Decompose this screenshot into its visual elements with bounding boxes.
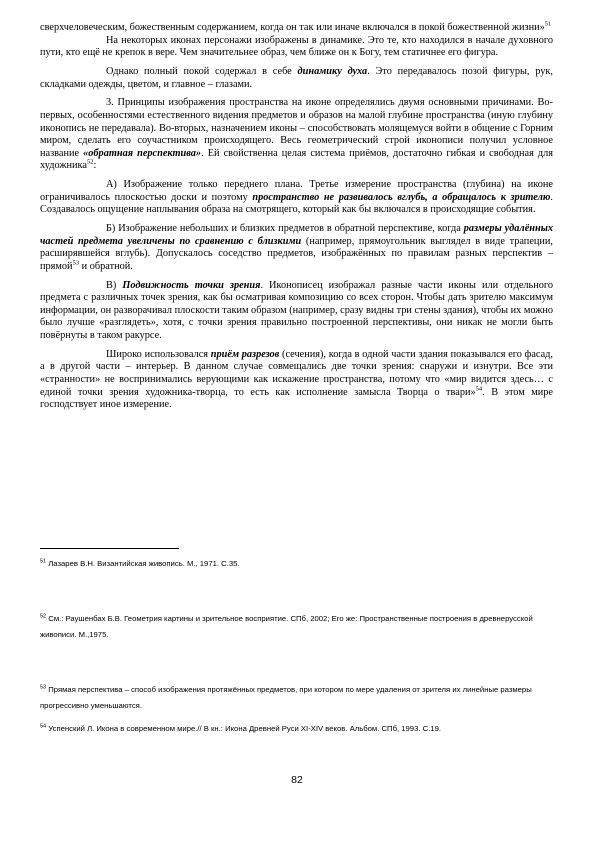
footnote-53: $^{53}$ Прямая перспектива – способ изображения протяжённых предметов, при котором по мере удаления от зрителя их линейные размеры прогрессивно уменьшаются. (40, 684, 532, 710)
paragraph-c: В) Подвижность точки зрения. Иконописец изображал разные части иконы или отдельного предмета с различных точек зрения, как бы осматривая композицию со всех сторон. Чтобы дать зрителю максимум информации, он разворачивал плоскости таким образом (например, сразу видны три стены здания), чтобы их можно было лучше «разглядеть», хотя, с точки зрения правильно построенной перспективы, они никак не могли быть повёрнуты в таком ракурсе. (40, 279, 553, 341)
emphasis: Подвижность точки зрения (122, 279, 261, 291)
main-text (40, 22, 553, 418)
footnote-ref-52: 52 (86, 158, 94, 166)
paragraph-spirit: Однако полный покой содержал в себе динамику духа. Это передавалось позой фигуры, рук, складками одежды, цветом, и главное – глазами. (40, 65, 553, 90)
footnote-separator (40, 548, 179, 549)
emphasis: размеры удалённых частей предмета увеличены по сравнению с близкими (40, 223, 553, 247)
emphasis: пространство не развивалось вглубь, а обращалось к зрителю (252, 191, 551, 203)
emphasis: динамику духа (297, 65, 368, 77)
paragraph-dynamics (40, 35, 553, 60)
emphasis: «обратная перспектива» (83, 147, 202, 159)
paragraph-text: сверхчеловеческим, божественным содержанием, когда он так или иначе включался в покой божественной жизни» (40, 22, 545, 33)
footnote-54: $^{54}$ Успенский Л. Икона в современном мире.// В кн.: Икона Древней Руси XI-XIV веков. Альбом. СПб, 1993. С.19. (40, 723, 441, 733)
footnote-51: $^{51}$ Лазарев В.Н. Византийская живопись. М., 1971. С.35. (40, 558, 240, 568)
paragraph-text: На некоторых иконах персонажи изображены в динамике. Это те, кто находился в начале духовного пути, кто ещё не крепок в вере. Чем значительнее образ, чем ближе он к Богу, тем статичнее его фигура. (40, 34, 553, 59)
footnote-ref-53: 53 (72, 259, 80, 267)
page-number: 82 (291, 774, 303, 786)
paragraph-b: Б) Изображение небольших и близких предметов в обратной перспективе, когда размеры удалённых частей предмета увеличены по сравнению с близкими (например, прямоугольник выглядел в виде трапеции, расширявшейся вглубь). Допускалось соседство предметов, изображённых по правилам разных перспектив – прямой$^{53}$ и обратной. (40, 223, 553, 272)
paragraph-sections: Широко использовался приём разрезов (сечения), когда в одной части здания показывался его фасад, а в другой части – интерьер. В данном случае совмещались две точки зрения: снаружи и изнутри. Все эти «странности» не воспринимались верующими как искажение пространства, потому что «мир видится здесь… с единой точки зрения художника-творца, то есть как исполнение замысла Творца о твари»$^{54}$. В этом мире господствует иное измерение. (40, 348, 553, 411)
paragraph-a: А) Изображение только переднего плана. Третье измерение пространства (глубина) на иконе ограничивалось плоскостью доски и поэтому пространство не развивалось вглубь, а обращалось к зрителю. Создавалось ощущение наплывания образа на смотрящего, который как бы включался в происходящие события. (40, 179, 553, 216)
paragraph-principles: 3. Принципы изображения пространства на иконе определялись двумя основными причинами. Во-первых, особенностями естественного видения предметов и образов на малой глубине пространства (иную глубину иконопись не передавала). Во-вторых, назначением иконы – способствовать молящемуся войти в общение с Горним миром, сделать его соучастником происходящего. Весь геометрический строй иконописи получил условное название «обратная перспектива». Ей свойственна целая система приёмов, достаточно гибкая и свободная для художника$^{52}$: (40, 97, 553, 172)
footnote-ref-54: 54 (475, 385, 483, 393)
footnote-ref-51: 51 (544, 20, 552, 28)
footnote-52: $^{52}$ См.: Раушенбах Б.В. Геометрия картины и зрительное восприятие. СПб, 2002; Его же: Пространственные построения в древнерусской живописи. М.,1975. (40, 613, 533, 639)
emphasis: приём разрезов (210, 348, 280, 360)
paragraph-continuation (40, 22, 553, 35)
